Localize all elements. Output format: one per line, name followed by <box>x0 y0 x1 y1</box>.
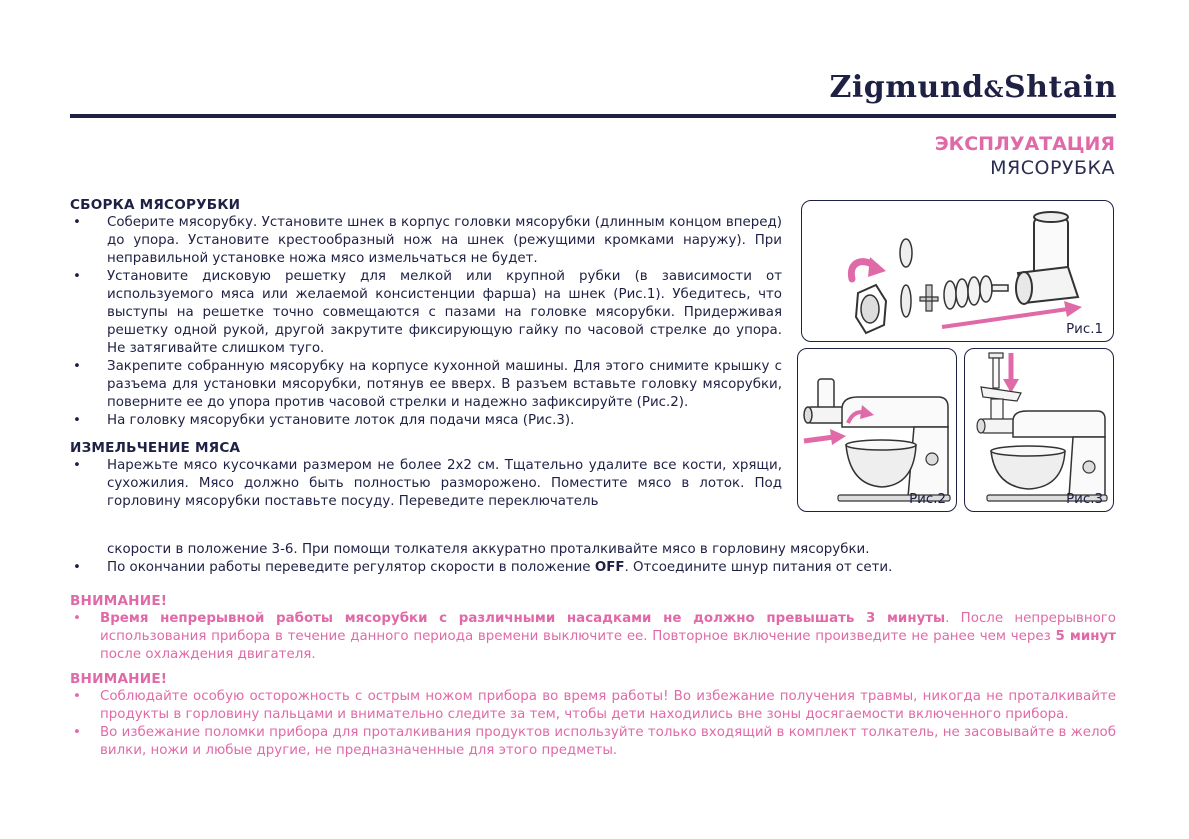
mincing-item-1: • Нарежьте мясо кусочками размером не более 2х2 см. Тщательно удалите все кости, хрящи, сухожилия. Мясо должно быть полностью разморожено. Поместите мясо в лоток. Под горловину мясорубки поставьте посуду. Переведите переключатель <box>70 457 782 511</box>
assembly-item-4: • На головку мясорубки установите лоток для подачи мяса (Рис.3). <box>70 412 782 430</box>
assembly-heading: СБОРКА МЯСОРУБКИ <box>70 197 241 213</box>
tray-install-illustration <box>965 349 1114 512</box>
assembly-item-1: • Соберите мясорубку. Установите шнек в корпус головки мясорубки (длинным концом вперед) до упора. Установите крестообразный нож на шнек (режущими кромками наружу). При неправильной установке ножа мясо измельчаться не будет. <box>70 214 782 268</box>
off-label: OFF <box>594 560 625 575</box>
instructions-column <box>70 196 782 511</box>
figure-2-caption: Рис.2 <box>909 492 946 507</box>
brand-name-1: Zigmund <box>829 70 984 105</box>
figure-2 <box>797 348 957 512</box>
section-subheading: МЯСОРУБКА <box>990 157 1115 179</box>
brand-amp: & <box>983 77 1005 103</box>
warning-2-item-2: • Во избежание поломки прибора для проталкивания продуктов используйте только входящий в комплект толкатель, не засовывайте в желоб вилки, ножи и любые другие, не предназначенные для этого предметы. <box>70 724 1116 760</box>
mincing-item-2-end: . Отсоедините шнур питания от сети. <box>624 560 893 575</box>
figure-1 <box>801 200 1114 342</box>
mincing-continuation <box>70 541 1116 577</box>
mincing-item-1-cont: скорости в положение 3-6. При помощи толкателя аккуратно проталкивайте мясо в горловину мясорубки. <box>107 542 870 557</box>
warning-1-text: . После непрерывного использования прибора в течение данного периода времени выключите ее. Повторное включение произведите не ранее чем через <box>100 611 1116 644</box>
assembly-item-2: • Установите дисковую решетку для мелкой или крупной рубки (в зависимости от используемого мяса или желаемой консистенции фарша) на шнек (Рис.1). Убедитесь, что выступы на решетке точно совмещаются с пазами на головке мясорубки. Придерживая решетку одной рукой, другой закрутите фиксирующую гайку по часовой стрелке до упора. Не затягивайте слишком туго. <box>70 268 782 358</box>
brand-logo <box>830 70 1117 105</box>
warning-2-heading: ВНИМАНИЕ! <box>70 671 168 687</box>
warning-block-2 <box>70 670 1116 760</box>
brand-name-2: Shtain <box>1004 70 1117 105</box>
grinder-assembly-illustration <box>802 201 1114 342</box>
warning-1-bold: Время непрерывной работы мясорубки с различными насадками не должно превышать 3 минуты <box>100 611 946 626</box>
figure-3-caption: Рис.3 <box>1066 492 1103 507</box>
section-title <box>935 132 1115 180</box>
figure-1-caption: Рис.1 <box>1066 322 1103 337</box>
section-heading: ЭКСПЛУАТАЦИЯ <box>934 133 1115 155</box>
figure-3 <box>964 348 1114 512</box>
assembly-item-3: • Закрепите собранную мясорубку на корпусе кухонной машины. Для этого снимите крышку с разъема для установки мясорубки, потянув ее вверх. В разъем вставьте головку мясорубки, поверните ее до упора против часовой стрелки и надежно зафиксируйте (Рис.2). <box>70 358 782 412</box>
warning-1-item <box>70 610 1116 664</box>
warning-2-item-1: • Соблюдайте особую осторожность с острым ножом прибора во время работы! Во избежание получения травмы, никогда не проталкивайте продукты в горловину пальцами и внимательно следите за тем, чтобы дети находились вне зоны досягаемости включенного прибора. <box>70 688 1116 724</box>
mincing-item-2-text: По окончании работы переведите регулятор скорости в положение <box>107 560 595 575</box>
warning-1-heading: ВНИМАНИЕ! <box>70 593 168 609</box>
warning-block-1 <box>70 592 1116 664</box>
warning-1-bold-2: 5 минут <box>1055 629 1116 644</box>
header-divider <box>70 114 1116 118</box>
mincing-heading: ИЗМЕЛЬЧЕНИЕ МЯСА <box>70 440 241 456</box>
warning-1-text-2: после охлаждения двигателя. <box>100 647 316 662</box>
mincing-item-2 <box>70 559 1116 577</box>
mixer-attach-illustration <box>798 349 957 512</box>
